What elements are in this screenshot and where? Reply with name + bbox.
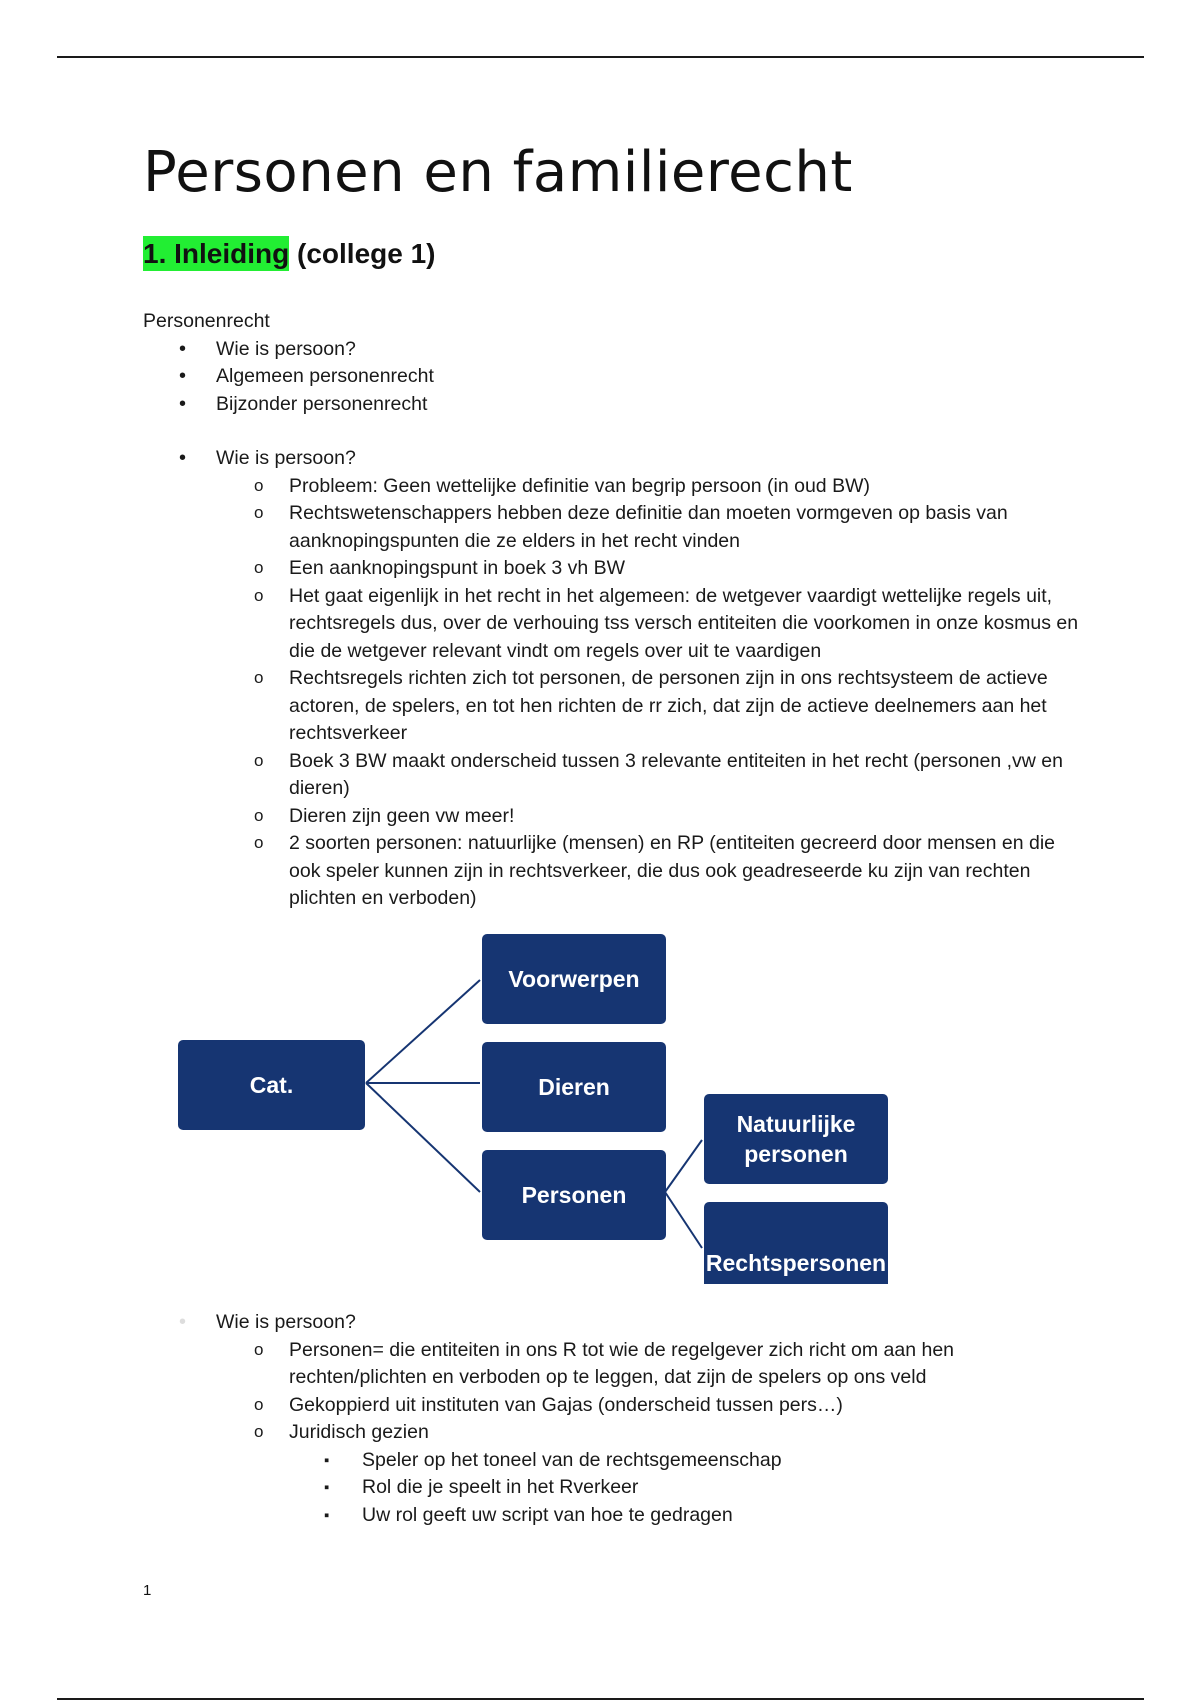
connector-personen-natuurlijke bbox=[665, 1140, 702, 1192]
section2-bullet: Wie is persoon? bbox=[216, 1311, 356, 1333]
section2-subsublist bbox=[289, 1447, 1083, 1530]
diagram-node-voorwerpen: Voorwerpen bbox=[482, 934, 666, 1024]
sublist-item-label: Juridisch gezien bbox=[289, 1421, 429, 1443]
list-item bbox=[143, 1309, 1083, 1529]
sublist-item: o Een aanknopingspunt in boek 3 vh BW bbox=[143, 555, 1083, 583]
section-heading bbox=[143, 238, 436, 270]
sublist-item: o 2 soorten personen: natuurlijke (mensen) en RP (entiteiten gecreerd door mensen en die ook speler kunnen zijn in rechtsverkeer, die dus ook geadreseerde ku zijn van rechten plichten en verboden) bbox=[143, 830, 1083, 913]
diagram-node-dieren: Dieren bbox=[482, 1042, 666, 1132]
connector-cat-voorwerpen bbox=[366, 980, 480, 1083]
document-body bbox=[143, 308, 1083, 913]
list-item: • Algemeen personenrecht bbox=[143, 363, 1083, 391]
diagram-node-personen: Personen bbox=[482, 1150, 666, 1240]
section1-bullet: Wie is persoon? bbox=[216, 447, 356, 469]
document-title: Personen en familierecht bbox=[143, 140, 853, 205]
diagram-node-cat: Cat. bbox=[178, 1040, 365, 1130]
sublist-item: o Rechtsregels richten zich tot personen, de personen zijn in ons rechtsysteem de actieve actoren, de spelers, en tot hen richten de rr zich, dat zijn de actieve deelnemers aan het rechtsverkeer bbox=[143, 665, 1083, 748]
diagram-node-rechtspersonen: Rechtspersonen bbox=[704, 1202, 888, 1284]
section2-sublist bbox=[216, 1337, 1083, 1530]
intro-label: Personenrecht bbox=[143, 310, 270, 332]
sublist-item bbox=[143, 1419, 1083, 1529]
category-diagram bbox=[170, 930, 900, 1290]
page-number: 1 bbox=[143, 1582, 152, 1599]
highlighted-heading-number: 1. Inleiding bbox=[143, 238, 290, 269]
connector-personen-rechtspersonen bbox=[665, 1192, 702, 1248]
list-item bbox=[143, 445, 1083, 913]
section2-list bbox=[143, 1309, 1083, 1529]
list-item: • Wie is persoon? bbox=[143, 336, 1083, 364]
sublist-item: o Personen= die entiteiten in ons R tot wie de regelgever zich richt om aan hen rechten/plichten en verboden op te leggen, dat zijn de spelers op ons veld bbox=[143, 1337, 1083, 1392]
sublist-item: o Dieren zijn geen vw meer! bbox=[143, 803, 1083, 831]
document-body-continued bbox=[143, 1309, 1083, 1529]
diagram-node-natuurlijke-personen: Natuurlijke personen bbox=[704, 1094, 888, 1184]
subsublist-item: ▪ Speler op het toneel van de rechtsgemeenschap bbox=[143, 1447, 1083, 1475]
subsublist-item: ▪ Uw rol geeft uw script van hoe te gedragen bbox=[143, 1502, 1083, 1530]
sublist-item: o Het gaat eigenlijk in het recht in het algemeen: de wetgever vaardigt wettelijke regels uit, rechtsregels dus, over de verhouing tss versch entiteiten die voorkomen in onze kosmus en die de wetgever relevant vindt om regels over uit te vaardigen bbox=[143, 583, 1083, 666]
section1-sublist bbox=[216, 473, 1083, 913]
list-item: • Bijzonder personenrecht bbox=[143, 391, 1083, 419]
sublist-item: o Rechtswetenschappers hebben deze definitie dan moeten vormgeven op basis van aanknopingspunten die ze elders in het recht vinden bbox=[143, 500, 1083, 555]
heading-suffix: (college 1) bbox=[297, 238, 436, 269]
subsublist-item: ▪ Rol die je speelt in het Rverkeer bbox=[143, 1474, 1083, 1502]
intro-list bbox=[143, 336, 1083, 419]
header-rule bbox=[57, 56, 1144, 58]
sublist-item: o Probleem: Geen wettelijke definitie van begrip persoon (in oud BW) bbox=[143, 473, 1083, 501]
sublist-item: o Gekoppierd uit instituten van Gajas (onderscheid tussen pers…) bbox=[143, 1392, 1083, 1420]
section1-list bbox=[143, 445, 1083, 913]
sublist-item: o Boek 3 BW maakt onderscheid tussen 3 relevante entiteiten in het recht (personen ,vw en dieren) bbox=[143, 748, 1083, 803]
connector-cat-personen bbox=[366, 1083, 480, 1192]
